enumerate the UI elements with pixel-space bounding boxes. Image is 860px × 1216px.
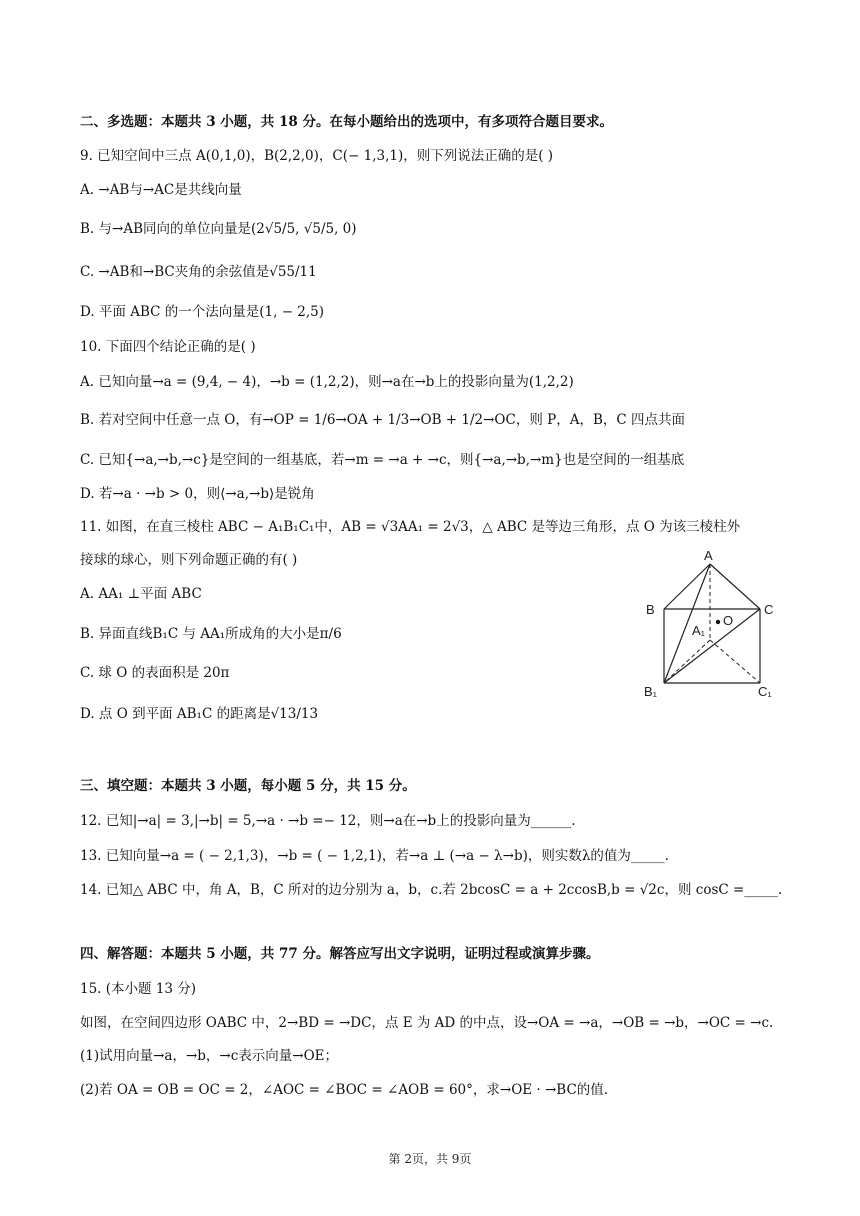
q9-option-c: C. →AB和→BC夹角的余弦值是√55/11: [80, 264, 317, 280]
q14-text: 14. 已知△ ABC 中，角 A，B，C 所对的边分别为 a，b，c.若 2bcosC = a + 2ccosB,b = √2c，则 cosC =_____.: [80, 882, 783, 898]
section-multiple-choice-heading: 二、多选题：本题共 3 小题，共 18 分。在每小题给出的选项中，有多项符合题目要求。: [80, 114, 613, 130]
q9-option-b: B. 与→AB同向的单位向量是(2√5/5, √5/5, 0): [80, 221, 357, 237]
prism-figure: [636, 548, 786, 703]
q10-stem: 10. 下面四个结论正确的是( ): [80, 339, 256, 355]
q15-stem: 如图，在空间四边形 OABC 中，2→BD = →DC，点 E 为 AD 的中点，设→OA = →a，→OB = →b，→OC = →c.: [80, 1015, 774, 1031]
q11-option-b: B. 异面直线B₁C 与 AA₁所成角的大小是π/6: [80, 626, 342, 642]
q10-option-b: B. 若对空间中任意一点 O，有→OP = 1/6→OA + 1/3→OB + 1/2→OC，则 P，A，B，C 四点共面: [80, 412, 685, 428]
q11-stem-line1: 11. 如图，在直三棱柱 ABC − A₁B₁C₁中，AB = √3AA₁ = 2√3，△ ABC 是等边三角形，点 O 为该三棱柱外: [80, 519, 741, 535]
label-b: B: [646, 602, 655, 617]
q15-part1: (1)试用向量→a，→b，→c表示向量→OE；: [80, 1048, 339, 1064]
section-solution-heading: 四、解答题：本题共 5 小题，共 77 分。解答应写出文字说明，证明过程或演算步骤。: [80, 946, 600, 962]
q13-text: 13. 已知向量→a = ( − 2,1,3)，→b = ( − 1,2,1)，若→a ⊥ (→a − λ→b)，则实数λ的值为_____.: [80, 848, 669, 864]
edge-ab: [664, 564, 710, 609]
edge-a1b1: [664, 640, 710, 683]
section-fill-blank-heading: 三、填空题：本题共 3 小题，每小题 5 分，共 15 分。: [80, 778, 416, 794]
label-c: C: [764, 602, 774, 617]
q12-text: 12. 已知|→a| = 3,|→b| = 5,→a · →b =− 12，则→a在→b上的投影向量为______.: [80, 813, 576, 829]
q11-option-a: A. AA₁ ⊥平面 ABC: [80, 586, 202, 602]
label-o: O: [723, 613, 734, 628]
q15-heading: 15. (本小题 13 分): [80, 981, 197, 997]
q9-stem: 9. 已知空间中三点 A(0,1,0)，B(2,2,0)，C(− 1,3,1)，则下列说法正确的是( ): [80, 148, 554, 164]
center-o-dot: [716, 620, 720, 624]
label-c1: C₁: [758, 684, 772, 699]
label-a: A: [704, 548, 713, 563]
q11-stem-line2: 接球的球心，则下列命题正确的有( ): [80, 552, 298, 568]
label-b1: B₁: [644, 684, 658, 699]
q11-option-d: D. 点 O 到平面 AB₁C 的距离是√13/13: [80, 706, 319, 722]
label-a1: A₁: [692, 623, 706, 638]
q9-option-a: A. →AB与→AC是共线向量: [80, 182, 242, 198]
q11-option-c: C. 球 O 的表面积是 20π: [80, 665, 230, 681]
edge-ac: [710, 564, 760, 609]
q10-option-a: A. 已知向量→a = (9,4, − 4)，→b = (1,2,2)，则→a在→b上的投影向量为(1,2,2): [80, 374, 574, 390]
q9-option-d: D. 平面 ABC 的一个法向量是(1, − 2,5): [80, 304, 325, 320]
page-footer: 第 2页，共 9页: [388, 1152, 472, 1166]
q10-option-d: D. 若→a · →b > 0，则⟨→a,→b⟩是锐角: [80, 486, 315, 502]
edge-a1c1: [710, 640, 760, 683]
q10-option-c: C. 已知{→a,→b,→c}是空间的一组基底，若→m = →a + →c，则{→a,→b,→m}也是空间的一组基底: [80, 452, 685, 468]
q15-part2: (2)若 OA = OB = OC = 2，∠AOC = ∠BOC = ∠AOB = 60°，求→OE · →BC的值.: [80, 1082, 609, 1098]
